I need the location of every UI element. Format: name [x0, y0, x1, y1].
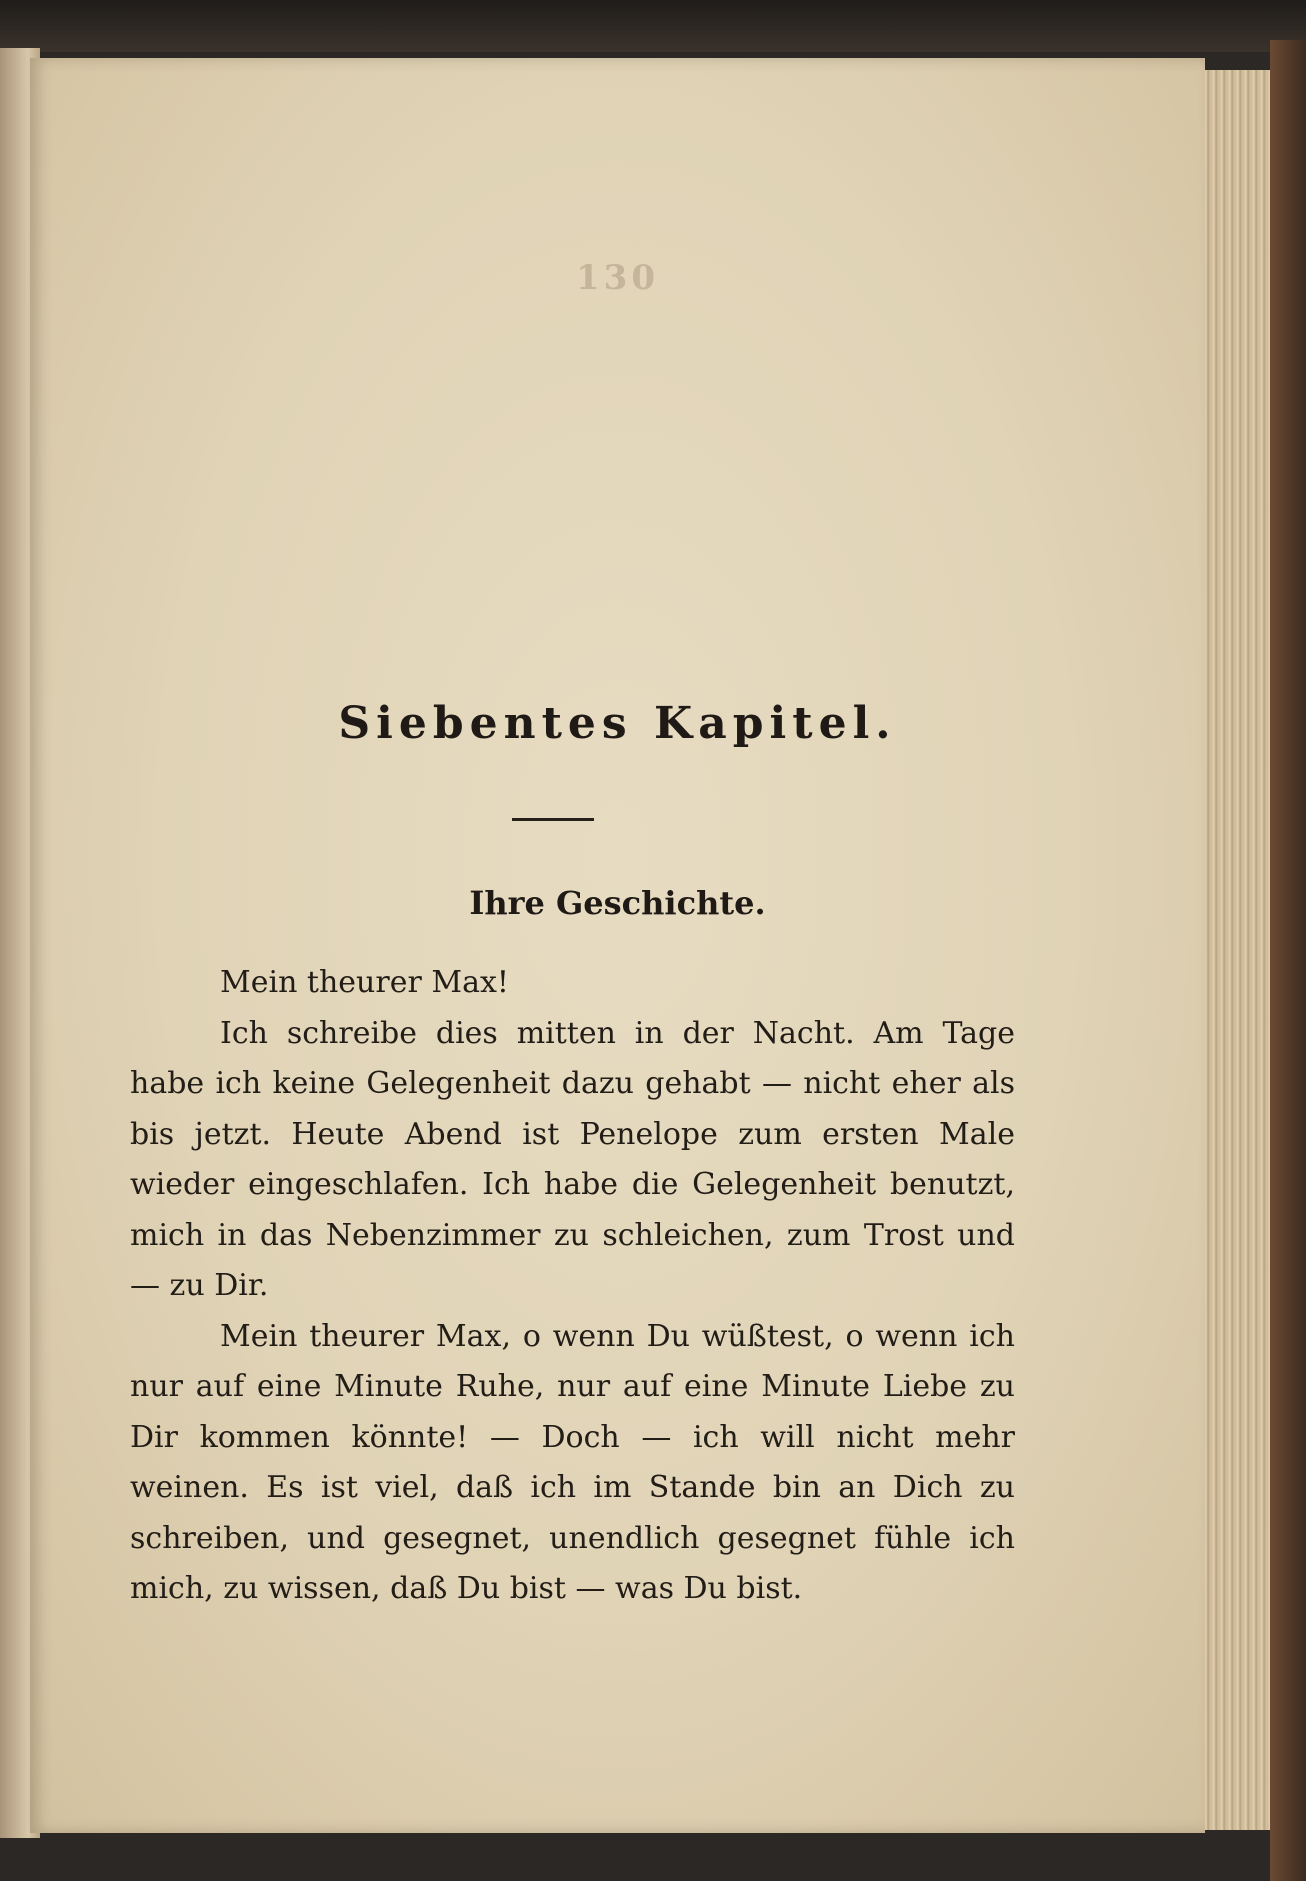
letter-paragraph: Mein theurer Max, o wenn Du wüßtest, o wenn ich nur auf eine Minute Ruhe, nur auf eine Minute Liebe zu Dir kommen könnte! — Doch — ich will nicht mehr weinen. Es ist viel, daß ich im Stande bin an Dich zu schreiben, und gesegnet, unendlich gesegnet fühle ich mich, zu wissen, daß Du bist — was Du bist.: [130, 1318, 1015, 1606]
chapter-title: Siebentes Kapitel.: [338, 698, 897, 749]
letter-paragraph: Ich schreibe dies mitten in der Nacht. Am Tage habe ich keine Gelegenheit dazu gehabt — nicht eher als bis jetzt. Heute Abend ist Penelope zum ersten Male wieder eingeschlafen. Ich habe die Gelegenheit benutzt, mich in das Nebenzimmer zu schleichen, zum Trost und — zu Dir.: [130, 1015, 1015, 1303]
page-number: 130: [576, 258, 659, 298]
book-cover-right: [1270, 40, 1306, 1881]
book-cover-top: [0, 0, 1306, 52]
title-divider: [512, 818, 594, 821]
letter-body: [130, 958, 1015, 1615]
chapter-subtitle: Ihre Geschichte.: [469, 884, 766, 922]
letter-salutation: Mein theurer Max!: [220, 965, 509, 1000]
book-page: [30, 58, 1205, 1833]
